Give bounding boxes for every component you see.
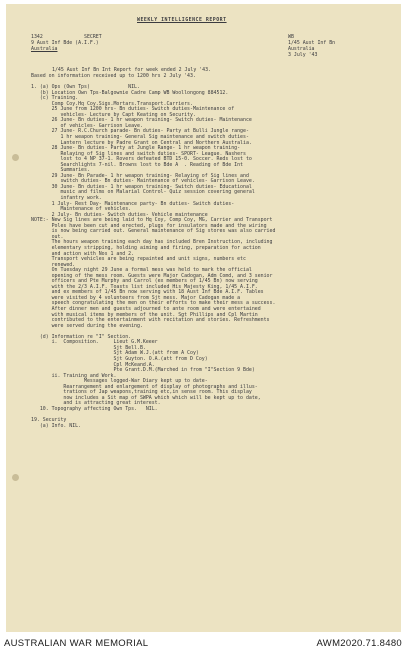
header-right-1: WB [288,34,294,40]
report-line: Comp Coy.Hq Coy.Sigs.Mortars.Transport.Carriers. [31,100,193,107]
report-line: Lantern lecture by Padre Grant on Central and Northern Australia. [31,139,252,146]
report-line: (c) Training. [31,95,79,102]
report-line: renewed. [31,261,76,268]
report-line: 28 June- Bn duties- Party at Jungle Range- 1 hr weapon training- [31,145,241,152]
report-line: Pte Grant.D.M.(Marched in from "I"Section 9 Bde) [31,367,255,374]
report-line: NOTE:- New Sig lines are being laid to Hq Coy, Comp Coy, MG, Carrier and Transport [31,217,273,224]
header-left-1: 1342 [31,34,43,40]
document-title: WEEKLY INTELLIGENCE REPORT [137,17,227,23]
report-line: switch duties- Bn duties- Maintenance of vehicles- Garrison Leave. [31,178,255,185]
report-line: Sjt Adam W.J.(att from A Coy) [31,350,199,357]
report-line: Cpl McKeand.A. [31,361,155,368]
report-line: (d) Information re "I" Section. [31,333,132,340]
header-right-2: 1/45 Aust Inf Bn [288,40,336,46]
report-line: out. [31,233,64,240]
header-right-4: 3 July '43 [288,52,318,58]
header-left-3: Australia [31,46,58,52]
report-line: 1 hr weapon training- General Sig maintenance and switch duties- [31,133,249,140]
report-line: Summaries. [31,167,90,174]
header-left-2: 9 Aust Inf Bde (A.I.F.) [31,40,99,46]
report-line: 1. (a) Ops (Own Tps) NIL. [31,84,140,90]
report-line: lost to 4 NP 37-1. Rovers defeated BTD 15-0. Soccer. Reds lost to [31,156,252,163]
document-page [6,4,401,632]
report-line: opening of the mess room. Guests were Major Cadogan, Adm Comd, and 3 senior [31,272,273,279]
report-line: of vehicles- Garrison Leave. [31,122,143,129]
report-line: now includes a Sit map of SWPA which which will be kept up to date, [31,394,261,401]
report-line: (a) Info. NIL. [31,422,82,429]
report-line: were visited by 4 volunteers from Sjt mess. Major Cadogan made a [31,294,241,301]
report-line: The hours weapon training each day has included Bren Instruction, including [31,239,273,246]
classification: SECRET [84,34,102,40]
report-line: After dinner men and guests adjourned to ante room and were entertained [31,306,261,312]
archive-footer [0,632,407,653]
report-line: 30 June- Bn duties- 1 hr weapon training- Switch duties- Educational [31,183,252,190]
report-line: with musical items by members of the unit. Sgt Phillips and Cpl Martin [31,311,258,318]
archive-name: AUSTRALIAN WAR MEMORIAL [4,638,149,649]
report-line: ii. Training and Work. [31,372,117,379]
report-line: music and films on Malarial Control- Quiz session covering general [31,189,255,196]
report-line: On Tuesday night 29 June a formal mess was held to mark the official [31,267,252,274]
report-line: (b) Location Own Tps-Balgownie Cadre Camp WB Woollongong 884512. [31,89,229,96]
report-line: speech congratulating the men on their efforts to make their mess a success. [31,300,276,307]
report-line: 25 June from 1200 hrs- Bn duties- Switch duties-Maintenance of [31,106,235,113]
report-line: trations of Jap weapons,training etc,in sense room. This display [31,389,252,396]
report-line: and is attracting great interest. [31,400,161,407]
intro-line-2: Based on information received up to 1200 hrs 2 July '43. [31,73,196,79]
report-line: Transport vehicles are being repainted and unit signs, numbers etc [31,256,246,263]
report-line: 1 July- Rest Day- Maintenance party- Bn duties- Switch duties- [31,200,235,207]
report-line: contributed to the entertainment with recitation and stories. Refreshments [31,317,270,324]
report-line: Sjt Guyton. O.A.(att from D Coy) [31,355,208,362]
report-line: vehicles- Lecture by Capt Keating on Security. [31,111,196,118]
report-line: were served during the evening. [31,322,143,329]
report-line: 19. Security [31,417,67,423]
report-line: 29 June- Bn Parade- 1 hr weapon training- Relaying of Sig lines and [31,172,249,179]
report-line: i. Composition. Lieut G.M.Keeer [31,339,158,346]
report-line: Maintenance of vehicles. [31,206,132,213]
intro-line-1: 1/45 Aust Inf Bn Int Report for week ended 2 July '43. [52,67,211,73]
archive-reference: AWM2020.71.8480 [316,638,402,649]
report-line: 2 July- Bn duties- Switch duties- Vehicle maintenance [31,211,208,218]
report-line: 10. Topography affecting Own Tps. NIL. [31,405,158,412]
report-line: Rearrangement and enlargement of display of photographs and illus- [31,383,258,390]
report-line: with the 2/3 A.I.F. Toasts list included His Majesty King, 1/45 A.I.F. [31,283,258,290]
report-line: Searchlights 7-nil. Browns lost to Bde A . Reading of Bde Int [31,161,243,168]
report-line: is now being carried out. General maintenance of Sig stores was also carried [31,228,276,235]
report-line: and ex members of 1/45 Bn now serving with 18 Aust Inf Bde A.I.F. Tables [31,289,264,296]
report-line: 27 June- R.C.Church parade- Bn duties- Party at Bulli Jungle range- [31,128,249,135]
report-line: Relaying of Sig lines and switch duties- SPORT- League. Nashers [31,150,246,157]
report-line: officers and Pte Murphy and Carrol (ex members of 1/45 Bn) now serving [31,278,258,285]
punch-hole [12,474,19,481]
report-line: 26 June- Bn duties- 1 hr weapon training- Switch duties- Maintenance [31,117,252,124]
report-line: Poles have been cut and erected, plugs for insulators made and the wiring [31,222,267,229]
header-right-3: Australia [288,46,315,52]
report-line: Sjt Bell.B. [31,344,146,351]
punch-hole [12,154,19,161]
report-line: and action with Nos 1 and 2. [31,250,135,257]
report-line: Messages logged-War Diary kept up to date- [31,378,208,385]
report-line: elementary stripping, holding aiming and firing, preparation for action [31,244,261,251]
report-line: infantry work. [31,195,102,201]
